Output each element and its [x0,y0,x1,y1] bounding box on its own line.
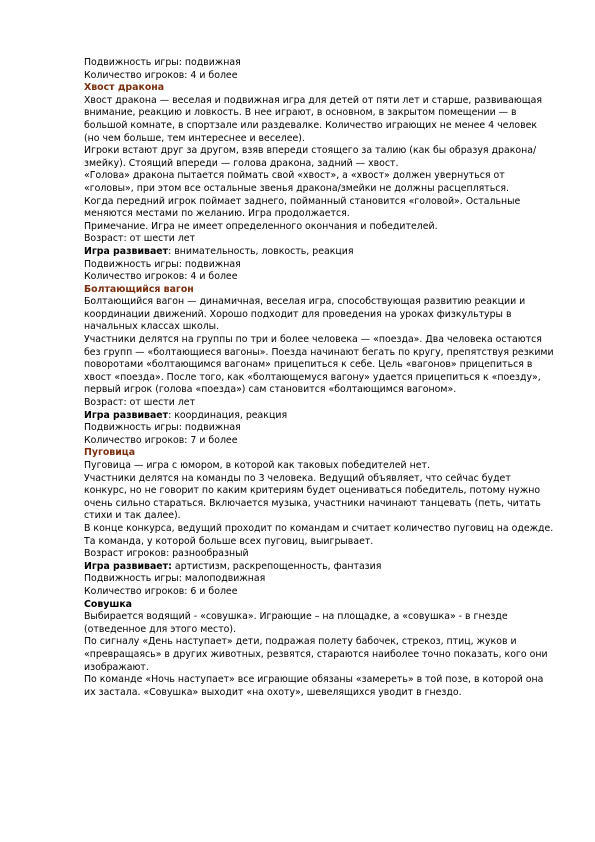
game-mobility-line: Подвижность игры: подвижная [84,57,241,68]
note-line: Примечание. Игра не имеет определенного окончания и победителей. [84,220,438,232]
paragraph: Хвост дракона — веселая и подвижная игра для детей от пяти лет и старше, развивающая внимание, реакцию и ловкость. В нее играют, в основном, в закрытом помещении — в большой комнате, в спортзале или раздевалке. Количество играющих не менее 4 человек (но чем больше, тем интереснее и веселее). [84,94,543,144]
develops-label: Игра развивает [84,245,169,257]
game-mobility-line: Подвижность игры: подвижная [84,422,241,434]
paragraph: Пуговица — игра с юмором, в которой как таковых победителей нет. [84,460,430,471]
player-count-line: Количество игроков: 6 и более [84,585,238,597]
develops-line [84,561,554,574]
section-heading-swinging-wagon: Болтающийся вагон [84,283,194,295]
paragraph: Игроки встают друг за другом, взяв впереди стоящего за талию (как бы образуя дракона/змейку). Стоящий впереди — голова дракона, задний — хвост. [84,145,537,169]
paragraph: Участники делятся на команды по 3 человека. Ведущий объявляет, что сейчас будет конкурс, но не говорит по каким критериям будет оцениваться победитель, потому нужно очень сильно стараться. Включается музыка, участники начинают танцевать (петь, читать стихи и так далее). [84,472,541,522]
paragraph: По сигналу «День наступает» дети, подражая полету бабочек, стрекоз, птиц, жуков и «превращаясь» в других животных, резвятся, стараются наиболее точно показать, кого они изображают. [84,636,548,673]
develops-value: артистизм, раскрепощенность, фантазия [171,560,382,572]
paragraph: Когда передний игрок поймает заднего, пойманный становится «головой». Остальные меняются местами по желанию. Игра продолжается. [84,195,521,220]
develops-line [84,246,554,259]
paragraph: «Голова» дракона пытается поймать свой «хвост», а «хвост» должен увернуться от «головы», при этом все остальные звенья дракона/змейки не должны расцепляться. [84,170,509,194]
paragraph: Болтающийся вагон — динамичная, веселая игра, способствующая развитию реакции и координации движений. Хорошо подходит для проведения на уроках физкультуры в начальных классах школы. [84,296,526,333]
section-heading-owl: Совушка [84,598,133,610]
develops-label: Игра развивает: [84,560,172,572]
player-count-line: Количество игроков: 4 и более [84,69,238,81]
develops-label: Игра развивает [84,409,169,421]
player-count-line: Количество игроков: 7 и более [84,434,238,446]
game-mobility-line: Подвижность игры: малоподвижная [84,573,266,585]
age-line: Возраст: от шести лет [84,397,196,409]
paragraph: Выбирается водящий - «совушка». Играющие – на площадке, а «совушка» - в гнезде (отведенное для этого место). [84,611,508,635]
paragraph: В конце конкурса, ведущий проходит по командам и считает количество пуговиц на одежде. Та команда, у которой больше всех пуговиц, выигрывает. [84,522,554,547]
develops-value: : внимательность, ловкость, реакция [168,245,354,257]
age-line: Возраст игроков: разнообразный [84,548,249,560]
develops-line [84,410,554,423]
document-page [84,57,554,699]
paragraph: Участники делятся на группы по три и более человека — «поезда». Два человека остаются без групп — «болтающиеся вагоны». Поезда начинают бегать по кругу, препятствуя резкими поворотами «болтающимся вагонам» прицепиться к себе. Цель «вагонов» прицепиться в хвост «поезда». После того, как «болтающемуся вагону» удается прицепиться к «поезду», первый игрок (голова «поезда») сам становится «болтающимся вагоном». [84,334,554,396]
paragraph: По команде «Ночь наступает» все играющие обязаны «замереть» в той позе, в которой она их застала. «Совушка» выходит «на охоту», шевелящихся уводит в гнездо. [84,674,544,698]
section-heading-button: Пуговица [84,447,136,459]
develops-value: : координация, реакция [168,409,288,421]
section-heading-dragon-tail: Хвост дракона [84,82,165,94]
age-line: Возраст: от шести лет [84,233,196,245]
game-mobility-line: Подвижность игры: подвижная [84,258,241,270]
player-count-line: Количество игроков: 4 и более [84,271,238,283]
